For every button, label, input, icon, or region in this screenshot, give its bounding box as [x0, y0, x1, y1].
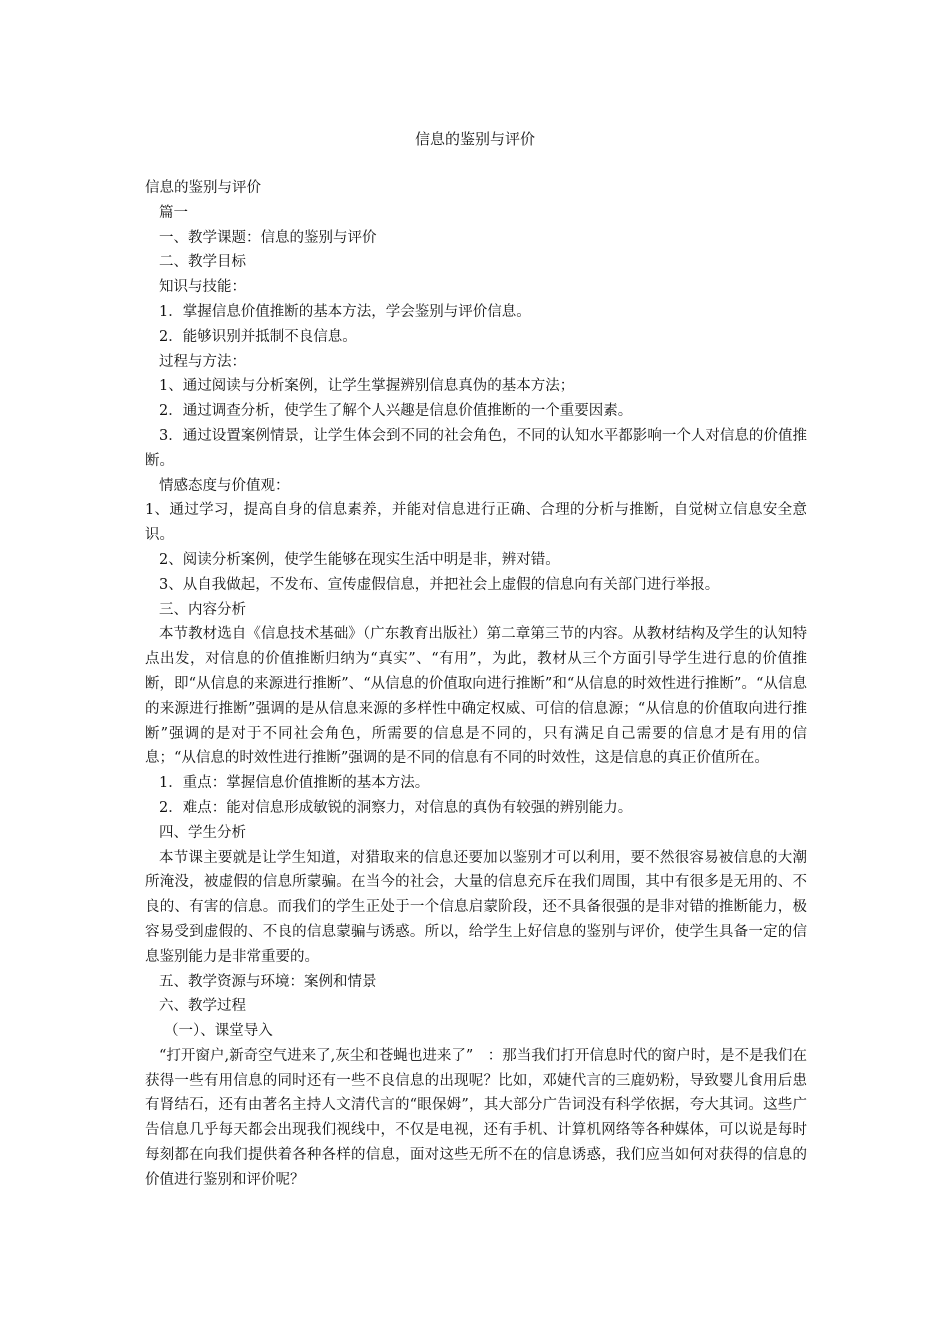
subheading-introduction: （一）、课堂导入 [164, 1023, 273, 1040]
paragraph: 1．掌握信息价值推断的基本方法，学会鉴别与评价信息。 [159, 303, 531, 320]
heading-objectives: 二、教学目标 [159, 254, 246, 271]
heading-topic: 一、教学课题：信息的鉴别与评价 [159, 229, 377, 246]
subheading-values: 情感态度与价值观： [159, 477, 290, 494]
heading-resources: 五、教学资源与环境：案例和情景 [159, 973, 377, 990]
paragraph: 2．通过调查分析，使学生了解个人兴趣是信息价值推断的一个重要因素。 [159, 403, 633, 420]
paragraph: 1．重点：掌握信息价值推断的基本方法。 [159, 775, 430, 792]
paragraph: 1、通过阅读与分析案例，让学生掌握辨别信息真伪的基本方法； [159, 378, 575, 395]
heading-teaching-process: 六、教学过程 [159, 998, 246, 1015]
paragraph: 2．能够识别并抵制不良信息。 [159, 328, 357, 345]
paragraph: “打开窗户,新奇空气进来了,灰尘和苍蝇也进来了” ：那当我们打开信息时代的窗户时，是不是我们在获得一些有用信息的同时还有一些不良信息的出现呢？比如，邓婕代言的三鹿奶粉，导致婴儿食用后患有肾结石，还有由著名主持人文清代言的“眼保姆”，其大部分广告词没有科学依据，夸大其词。这些广告信息几乎每天都会出现我们视线中，不仅是电视，还有手机、计算机网络等各种媒体，可以说是每时每刻都在向我们提供着各种各样的信息，面对这些无所不在的信息诱惑，我们应当如何对获得的信息的价值进行鉴别和评价呢？ [145, 1047, 807, 1188]
part-label: 篇一 [159, 204, 188, 221]
paragraph: 1、通过学习，提高自身的信息素养，并能对信息进行正确、合理的分析与推断，自觉树立信息安全意识。 [145, 502, 807, 544]
paragraph: 3、从自我做起，不发布、宣传虚假信息，并把社会上虚假的信息向有关部门进行举报。 [159, 576, 720, 593]
paragraph: 3．通过设置案例情景，让学生体会到不同的社会角色，不同的认知水平都影响一个人对信息的价值推断。 [145, 427, 807, 469]
paragraph: 本节课主要就是让学生知道，对猎取来的信息还要加以鉴别才可以利用，要不然很容易被信息的大潮所淹没，被虚假的信息所蒙骗。在当今的社会，大量的信息充斥在我们周围，其中有很多是无用的、不良的、有害的信息。而我们的学生正处于一个信息启蒙阶段，还不具备很强的是非对错的推断能力，极容易受到虚假的、不良的信息蒙骗与诱惑。所以，给学生上好信息的鉴别与评价，使学生具备一定的信息鉴别能力是非常重要的。 [145, 849, 807, 965]
document-body [145, 176, 807, 1193]
section-heading: 信息的鉴别与评价 [145, 180, 261, 196]
heading-student-analysis: 四、学生分析 [159, 824, 246, 841]
subheading-knowledge: 知识与技能： [159, 279, 246, 296]
heading-content-analysis: 三、内容分析 [159, 601, 246, 618]
paragraph: 2、阅读分析案例，使学生能够在现实生活中明是非，辨对错。 [159, 551, 560, 568]
paragraph: 本节教材选自《信息技术基础》（广东教育出版社）第二章第三节的内容。从教材结构及学生的认知特点出发，对信息的价值推断归纳为“真实”、“有用”，为此，教材从三个方面引导学生进行息的价值推断，即“从信息的来源进行推断”、“从信息的价值取向进行推断”和“从信息的时效性进行推断”。“从信息的来源进行推断”强调的是从信息来源的多样性中确定权威、可信的信息源；“从信息的价值取向进行推断”强调的是对于不同社会角色，所需要的信息是不同的，只有满足自己需要的信息才是有用的信息；“从信息的时效性进行推断”强调的是不同的信息有不同的时效性，这是信息的真正价值所在。 [145, 626, 807, 767]
paragraph: 2．难点：能对信息形成敏锐的洞察力，对信息的真伪有较强的辨别能力。 [159, 799, 633, 816]
subheading-process: 过程与方法： [159, 353, 246, 370]
document-title: 信息的鉴别与评价 [414, 130, 535, 148]
